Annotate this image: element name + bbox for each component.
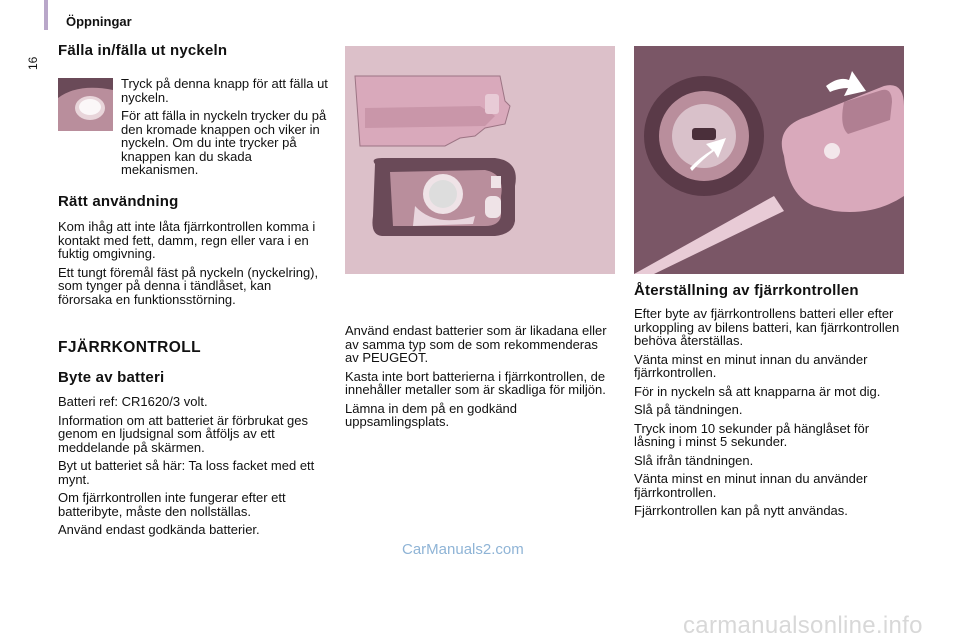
middle-paragraph-2: Kasta inte bort batterierna i fjärrkontrollen, de innehåller metaller som är skadliga för miljön. bbox=[345, 368, 606, 397]
reset-paragraph-1: Efter byte av fjärrkontrollens batteri eller efter urkoppling av bilens batteri, kan fjärrkontrollen behöva återställas. bbox=[634, 306, 900, 348]
correct-use-paragraph-1: Kom ihåg att inte låta fjärrkontrollen komma i kontakt med fett, damm, regn eller vara i en fuktig omgivning. bbox=[58, 219, 316, 261]
reset-text bbox=[634, 307, 904, 523]
battery-paragraph-5: Använd endast godkända batterier. bbox=[58, 522, 260, 537]
battery-heading: Byte av batteri bbox=[58, 369, 165, 386]
battery-text bbox=[58, 395, 328, 542]
battery-paragraph-3: Byt ut batteriet så här: Ta loss facket med ett mynt. bbox=[58, 458, 315, 487]
page-accent-bar bbox=[44, 0, 48, 30]
watermark-carmanuals2[interactable]: CarManuals2.com bbox=[402, 541, 524, 558]
battery-paragraph-2: Information om att batteriet är förbrukat ges genom en ljudsignal som åtföljs av ett meddelande på skärmen. bbox=[58, 412, 309, 455]
fold-key-text-2-block bbox=[58, 109, 328, 177]
fold-key-paragraph-1: Tryck på denna knapp för att fälla ut nyckeln. bbox=[121, 76, 328, 105]
reset-paragraph-6: Slå ifrån tändningen. bbox=[634, 452, 754, 468]
fold-key-heading: Fälla in/fälla ut nyckeln bbox=[58, 42, 228, 59]
battery-paragraph-1: Batteri ref: CR1620/3 volt. bbox=[58, 394, 208, 409]
battery-compartment-photo bbox=[345, 46, 615, 274]
reset-heading: Återställning av fjärrkontrollen bbox=[634, 282, 859, 299]
battery-paragraph-4: Om fjärrkontrollen inte fungerar efter ett batteribyte, måste den nollställas. bbox=[58, 490, 286, 519]
watermark-carmanualsonline[interactable]: carmanualsonline.info bbox=[683, 612, 923, 639]
reset-paragraph-8: Fjärrkontrollen kan på nytt användas. bbox=[634, 503, 848, 518]
middle-paragraph-3: Lämna in dem på en godkänd uppsamlingsplats. bbox=[345, 400, 518, 429]
reset-paragraph-4: Slå på tändningen. bbox=[634, 402, 743, 417]
fold-key-paragraph-2: För att fälla in nyckeln trycker du på den kromade knappen och viker in nyckeln. Om du inte trycker på knappen kan du skada mekanismen. bbox=[121, 108, 327, 177]
reset-paragraph-3: För in nyckeln så att knapparna är mot dig. bbox=[634, 383, 881, 399]
reset-paragraph-7: Vänta minst en minut innan du använder fjärrkontrollen. bbox=[634, 471, 868, 500]
fold-key-text-1-block bbox=[121, 77, 328, 109]
correct-use-text bbox=[58, 220, 328, 311]
remote-heading: FJÄRRKONTROLL bbox=[58, 339, 201, 356]
reset-paragraph-5: Tryck inom 10 sekunder på hänglåset för låsning i minst 5 sekunder. bbox=[634, 420, 870, 449]
page-number: 16 bbox=[26, 56, 40, 70]
correct-use-paragraph-2: Ett tungt föremål fäst på nyckeln (nyckelring), som tynger på denna i tändlåset, kan förorsaka en funktionsstörning. bbox=[58, 264, 319, 307]
reset-paragraph-2: Vänta minst en minut innan du använder fjärrkontrollen. bbox=[634, 351, 868, 380]
ignition-photo bbox=[634, 46, 904, 274]
correct-use-heading: Rätt användning bbox=[58, 193, 179, 210]
section-title: Öppningar bbox=[66, 14, 132, 29]
middle-text bbox=[345, 324, 607, 434]
middle-paragraph-1: Använd endast batterier som är likadana eller av samma typ som de som rekommenderas av PEUGEOT. bbox=[345, 323, 607, 365]
